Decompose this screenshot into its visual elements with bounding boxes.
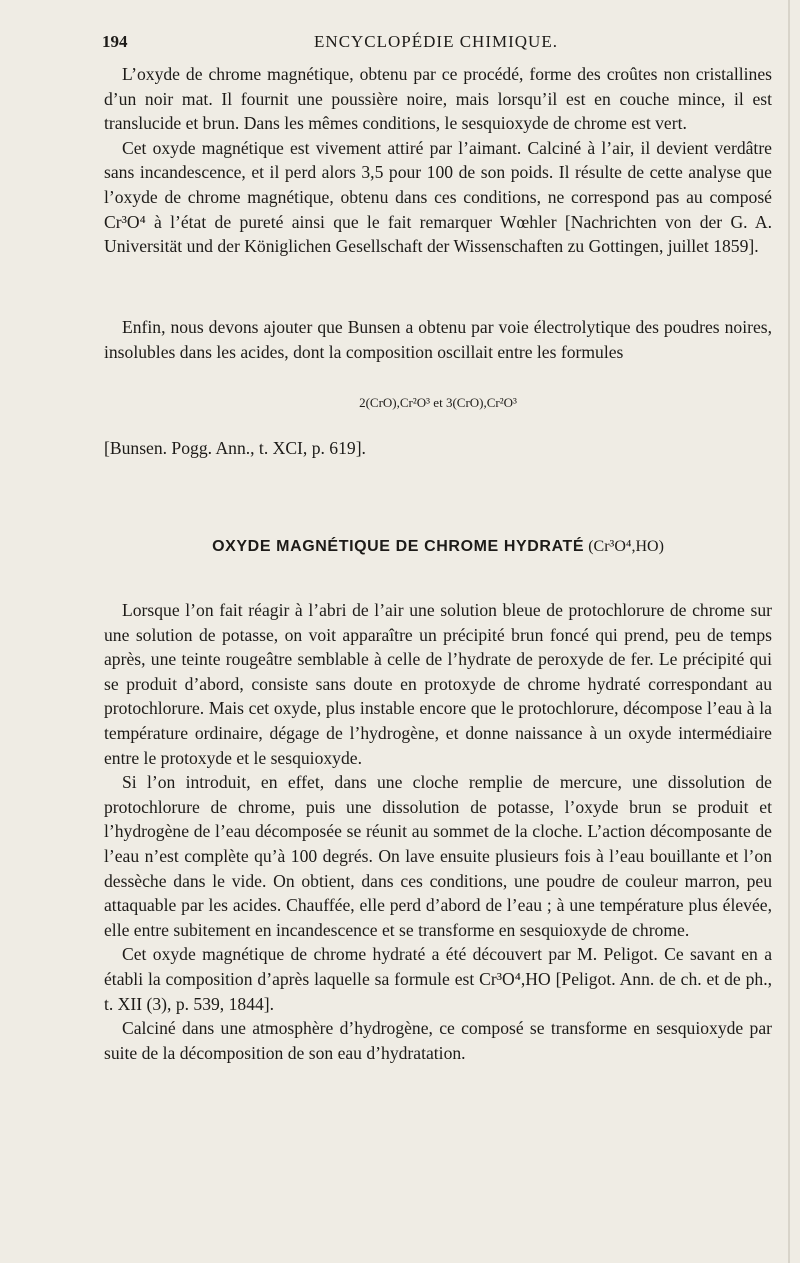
paragraph: Lorsque l’on fait réagir à l’abri de l’air une solution bleue de protochlorure de chrome sur une solution de potasse, on voit apparaître un précipité brun foncé qui prend, peu de temps après, une teinte rougeâtre semblable à celle de l’hydrate de peroxyde de fer. Le précipité qui se produit d’abord, consiste sans doute en protoxyde de chrome hydraté correspondant au protochlorure. Mais cet oxyde, plus instable encore que le protochlorure, décompose l’eau à la température ordinaire, dégage de l’hydrogène, et donne naissance à un oxyde intermédiaire entre le protoxyde et le sesquioxyde. xyxy=(104,600,772,768)
page-edge-shadow xyxy=(788,0,790,1263)
section-heading xyxy=(104,538,772,556)
paragraph: Cet oxyde magnétique de chrome hydraté a été découvert par M. Peligot. Ce savant en a établi la composition d’après laquelle sa formule est Cr³O⁴,HO [Peligot. Ann. de ch. et de ph., t. XII (3), p. 539, 1844]. xyxy=(104,944,772,1014)
text-block-1 xyxy=(104,62,772,259)
section-title: OXYDE MAGNÉTIQUE DE CHROME HYDRATÉ xyxy=(212,538,585,555)
paragraph: L’oxyde de chrome magnétique, obtenu par ce procédé, forme des croûtes non cristallines d’un noir mat. Il fournit une poussière noire, mais lorsqu’il est en couche mince, il est translucide et brun. Dans les mêmes conditions, le sesquioxyde de chrome est vert. xyxy=(104,64,772,134)
text-block-3 xyxy=(104,598,772,1065)
paragraph: Calciné dans une atmosphère d’hydrogène, ce composé se transforme en sesquioxyde par suite de la décomposition de son eau d’hydratation. xyxy=(104,1018,772,1063)
page-number: 194 xyxy=(102,32,128,51)
running-title: ENCYCLOPÉDIE CHIMIQUE. xyxy=(314,32,558,51)
paragraph: Si l’on introduit, en effet, dans une cloche remplie de mercure, une dissolution de protochlorure de chrome, puis une dissolution de potasse, l’oxyde brun se produit et l’hydrogène de l’eau décomposée se réunit au sommet de la cloche. L’action décomposante de l’eau n’est complète qu’à 100 degrés. On lave ensuite plusieurs fois à l’eau bouillante et l’on dessèche dans le vide. On obtient, dans ces conditions, une poudre de couleur marron, peu attaquable par les acides. Chauffée, elle perd d’abord de l’eau ; à une température plus élevée, elle entre subitement en incandescence et se transforme en sesquioxyde de chrome. xyxy=(104,772,772,940)
page-header xyxy=(102,32,770,56)
paragraph: Enfin, nous devons ajouter que Bunsen a obtenu par voie électrolytique des poudres noires, insolubles dans les acides, dont la composition oscillait entre les formules xyxy=(104,317,772,362)
reference-line: [Bunsen. Pogg. Ann., t. XCI, p. 619]. xyxy=(104,438,366,458)
text-block-2 xyxy=(104,315,772,364)
formula-line: 2(CrO),Cr²O³ et 3(CrO),Cr²O³ xyxy=(359,395,517,410)
section-formula: (Cr³O⁴,HO) xyxy=(588,538,664,555)
paragraph: Cet oxyde magnétique est vivement attiré par l’aimant. Calciné à l’air, il devient verdâtre sans incandescence, et il perd alors 3,5 pour 100 de son poids. Il résulte de cette analyse que l’oxyde de chrome magnétique, obtenu dans ces conditions, ne correspond pas au composé Cr³O⁴ à l’état de pureté ainsi que le fait remarquer Wœhler [Nachrichten von der G. A. Universität und der Königlichen Gesellschaft der Wissenschaften zu Gottingen, juillet 1859]. xyxy=(104,137,772,257)
